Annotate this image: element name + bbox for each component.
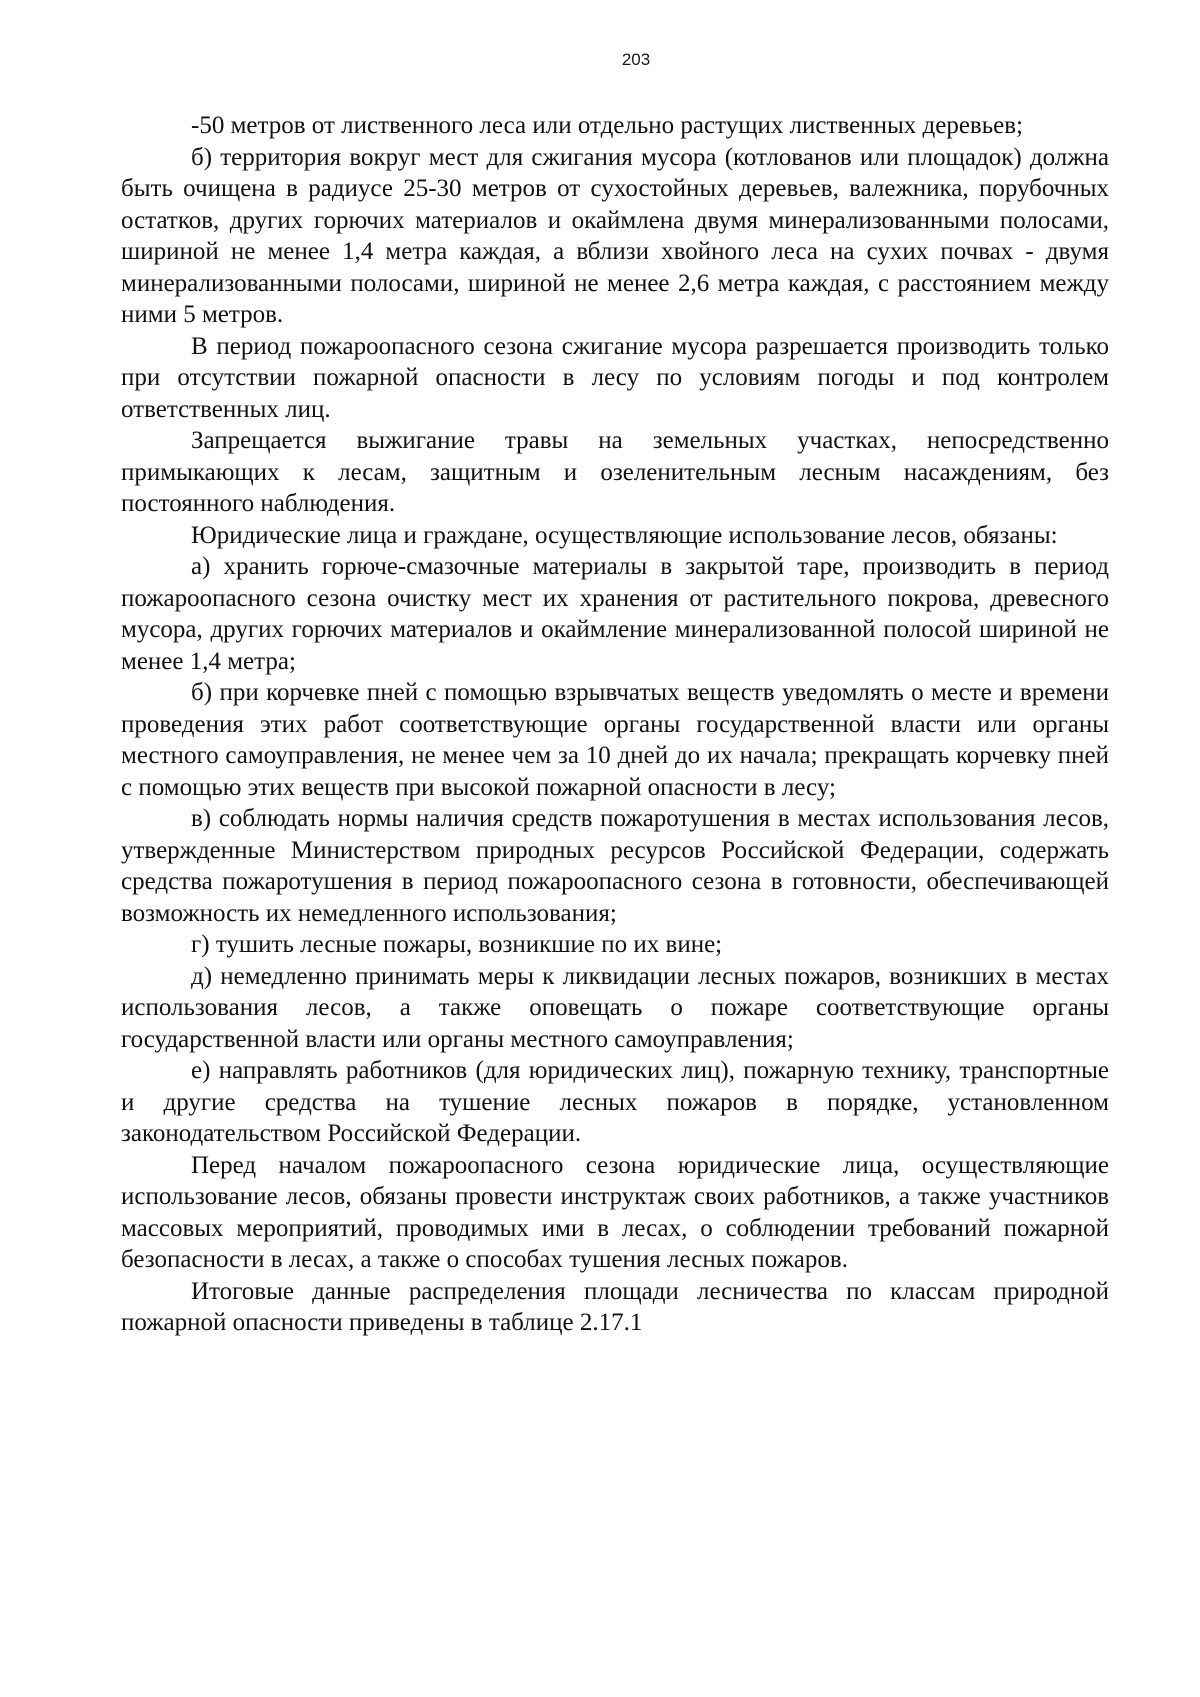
paragraph-item-d-notify: д) немедленно принимать меры к ликвидации лесных пожаров, возникших в местах использования лесов, а также оповещать о пожаре соответствующие органы государственной власти или органы местного самоуправления; [121,962,1109,1053]
paragraph-continuation: -50 метров от лиственного леса или отдельно растущих лиственных деревьев; [191,112,1023,139]
paragraph-item-e-resources: е) направлять работников (для юридических лиц), пожарную технику, транспортные и другие средства на тушение лесных пожаров в порядке, установленном законодательством Российской Федерации. [121,1057,1109,1147]
paragraph-item-b-stump-removal: б) при корчевке пней с помощью взрывчатых веществ уведомлять о месте и времени проведения этих работ соответствующие органы государственной власти или органы местного самоуправления, не менее чем за 10 дней до их начала; прекращать корчевку пней с помощью этих веществ при высокой пожарной опасности в лесу; [121,679,1109,801]
paragraph-grass-burning-ban: Запрещается выжигание травы на земельных участках, непосредственно примыкающих к лесам, защитным и озеленительным лесным насаждениям, без постоянного наблюдения. [121,427,1109,517]
paragraph-instruction: Перед началом пожароопасного сезона юридические лица, осуществляющие использование лесов, обязаны провести инструктаж своих работников, а также участников массовых мероприятий, проводимых ими в лесах, о соблюдении требований пожарной безопасности в лесах, а также о способах тушения лесных пожаров. [121,1151,1109,1273]
paragraph-item-g-extinguish: г) тушить лесные пожары, возникшие по их вине; [191,931,723,958]
paragraph-item-b-burning-sites: б) территория вокруг мест для сжигания мусора (котлованов или площадок) должна быть очищена в радиусе 25-30 метров от сухостойных деревьев, валежника, порубочных остатков, других горючих материалов и окаймлена двумя минерализованными полосами, шириной не менее 1,4 метра каждая, а вблизи хвойного леса на сухих почвах - двумя минерализованными полосами, шириной не менее 2,6 метра каждая, с расстоянием между ними 5 метров. [121,143,1109,328]
document-body [121,110,1109,1339]
page-number: 203 [621,50,651,69]
paragraph-fire-season-burning: В период пожароопасного сезона сжигание мусора разрешается производить только при отсутствии пожарной опасности в лесу по условиям погоды и под контролем ответственных лиц. [121,332,1109,423]
paragraph-item-a-fuel-storage: а) хранить горюче-смазочные материалы в закрытой таре, производить в период пожароопасного сезона очистку мест их хранения от растительного покрова, древесного мусора, других горючих материалов и окаймление минерализованной полосой шириной не менее 1,4 метра; [121,553,1109,675]
paragraph-obligations-intro: Юридические лица и граждане, осуществляющие использование лесов, обязаны: [191,521,1058,549]
paragraph-table-reference: Итоговые данные распределения площади лесничества по классам природной пожарной опасности приведены в таблице 2.17.1 [121,1277,1109,1336]
paragraph-item-v-fire-equipment: в) соблюдать нормы наличия средств пожаротушения в местах использования лесов, утвержденные Министерством природных ресурсов Российской Федерации, содержать средства пожаротушения в период пожароопасного сезона в готовности, обеспечивающей возможность их немедленного использования; [121,805,1109,927]
